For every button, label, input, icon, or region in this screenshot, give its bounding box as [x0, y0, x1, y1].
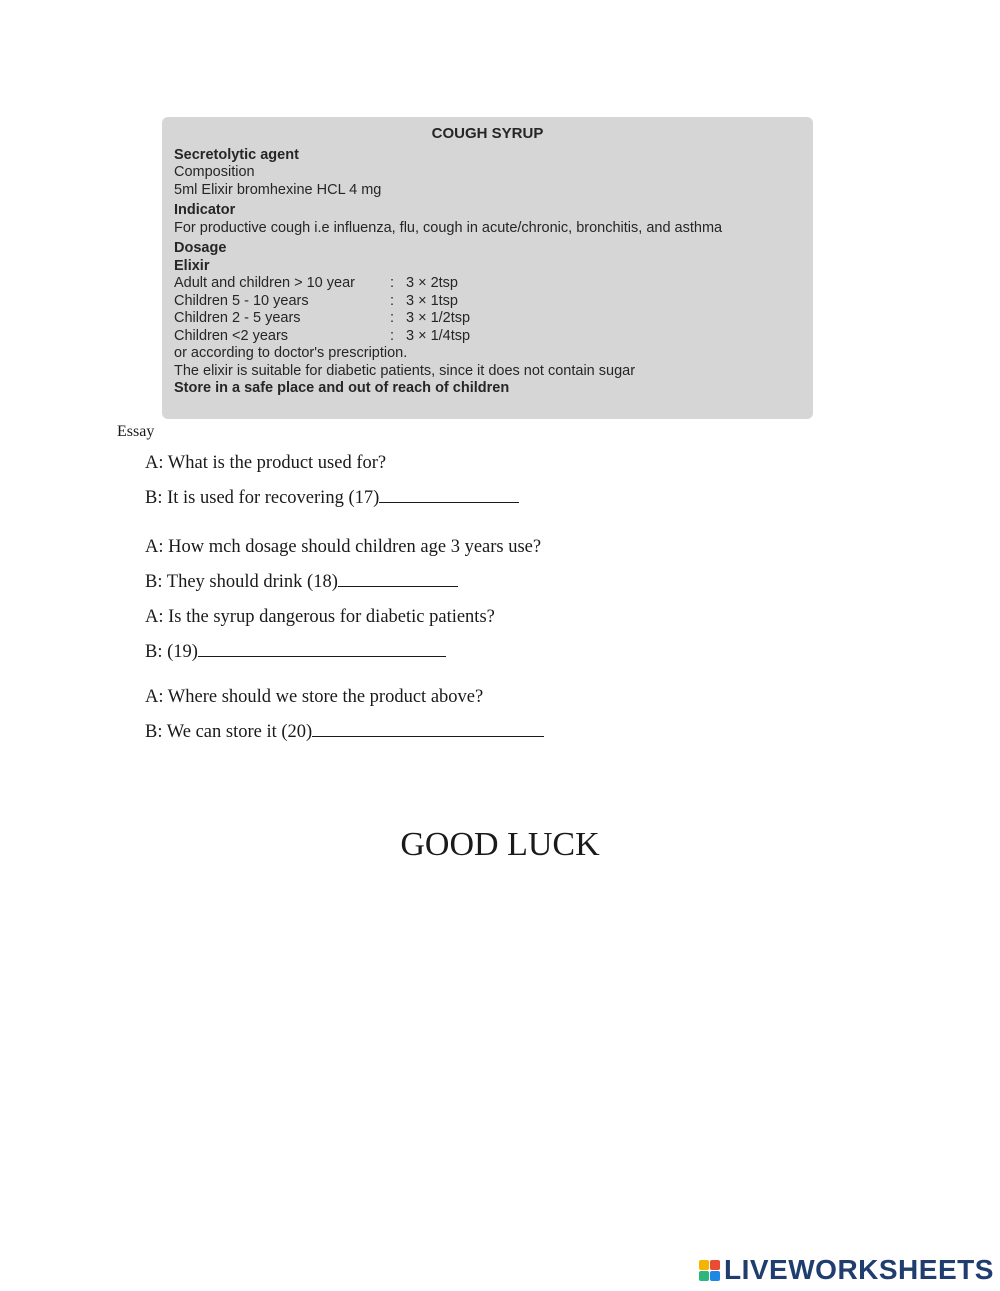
dose-amount: 3 × 1tsp [406, 292, 458, 309]
dose-amount: 3 × 1/2tsp [406, 310, 471, 326]
essay-label: Essay [117, 423, 155, 440]
answer-blank-17[interactable] [379, 501, 519, 503]
prescription-note: or according to doctor's prescription. [174, 345, 408, 361]
dose-row: Children 5 - 10 years : 3 × 1tsp [174, 292, 458, 309]
dose-group: Adult and children > 10 year [174, 275, 355, 291]
question-line: A: Where should we store the product above? [145, 687, 484, 707]
storage-note: Store in a safe place and out of reach of children [174, 380, 510, 396]
agent-heading: Secretolytic agent [174, 146, 299, 163]
question-line: A: Is the syrup dangerous for diabetic patients? [145, 607, 495, 627]
answer-line: B: They should drink (18) [145, 572, 458, 593]
logo-square [710, 1271, 720, 1281]
question-line: A: What is the product used for? [145, 453, 387, 473]
diabetic-note: The elixir is suitable for diabetic patients, since it does not contain sugar [174, 362, 636, 379]
elixir-heading: Elixir [174, 257, 210, 274]
liveworksheets-logo[interactable] [699, 1254, 994, 1286]
logo-square [699, 1260, 709, 1270]
answer-blank-19[interactable] [198, 655, 446, 657]
closing-text: GOOD LUCK [400, 826, 600, 863]
question-line: A: How mch dosage should children age 3 years use? [145, 537, 542, 557]
answer-blank-20[interactable] [312, 735, 544, 737]
dose-group: Children 2 - 5 years [174, 310, 301, 326]
logo-text: LIVEWORKSHEETS [724, 1254, 994, 1285]
dose-row: Adult and children > 10 year : 3 × 2tsp [174, 275, 458, 291]
dose-amount: 3 × 1/4tsp [406, 327, 471, 344]
answer-blank-18[interactable] [338, 585, 458, 587]
logo-square [710, 1260, 720, 1270]
logo-square [699, 1271, 709, 1281]
dose-amount: 3 × 2tsp [406, 275, 458, 291]
indicator-text: For productive cough i.e influenza, flu, cough in acute/chronic, bronchitis, and asthma [174, 219, 723, 236]
answer-line: B: (19) [145, 642, 446, 663]
dose-group: Children <2 years [174, 327, 289, 344]
dose-group: Children 5 - 10 years [174, 292, 309, 309]
dosage-heading: Dosage [174, 240, 227, 256]
leaflet-title: COUGH SYRUP [431, 125, 544, 142]
dose-row: Children 2 - 5 years : 3 × 1/2tsp [174, 310, 471, 326]
composition-label: Composition [174, 164, 255, 180]
indicator-heading: Indicator [174, 202, 236, 218]
logo-mark-icon [699, 1260, 720, 1281]
composition-text: 5ml Elixir bromhexine HCL 4 mg [174, 181, 382, 198]
cough-syrup-leaflet [162, 117, 813, 419]
dose-row: Children <2 years : 3 × 1/4tsp [174, 327, 471, 344]
answer-line: B: It is used for recovering (17) [145, 488, 519, 509]
answer-line: B: We can store it (20) [145, 722, 544, 743]
